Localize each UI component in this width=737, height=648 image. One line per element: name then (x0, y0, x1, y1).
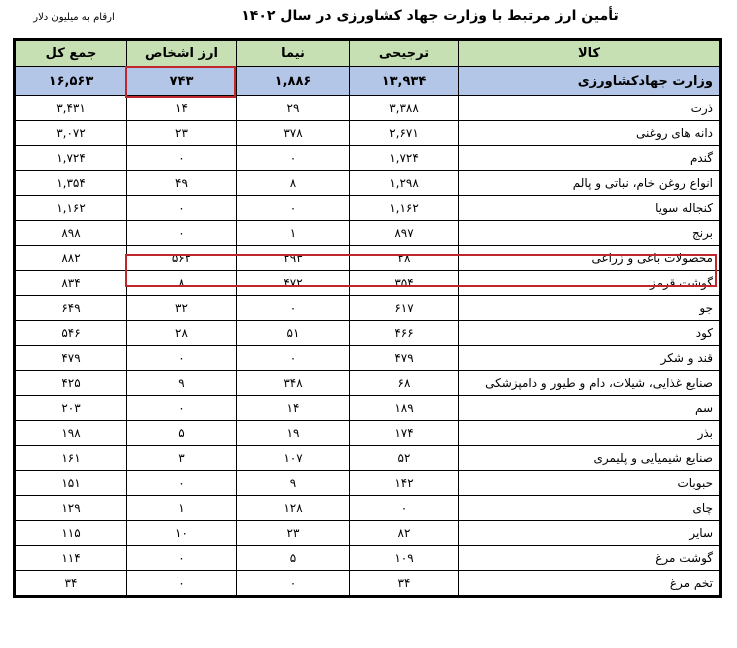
cell-nima: ۱ (237, 221, 350, 246)
summary-total: ۱۶,۵۶۳ (15, 67, 127, 96)
cell-personal: ۱ (127, 496, 237, 521)
cell-personal: ۵۶۲ (127, 246, 237, 271)
table-row (15, 271, 721, 296)
table-row (15, 121, 721, 146)
cell-nima: ۳۷۸ (237, 121, 350, 146)
cell-item: گوشت مرغ (459, 546, 721, 571)
cell-personal: ۰ (127, 196, 237, 221)
cell-item: سم (459, 396, 721, 421)
cell-item: گوشت قرمز (459, 271, 721, 296)
cell-personal: ۱۴ (127, 96, 237, 121)
summary-personal: ۷۴۳ (127, 67, 237, 96)
cell-item: صنایع شیمیایی و پلیمری (459, 446, 721, 471)
cell-total: ۲۰۳ (15, 396, 127, 421)
cell-item: دانه های روغنی (459, 121, 721, 146)
cell-preferential: ۳,۳۸۸ (350, 96, 459, 121)
cell-item: ذرت (459, 96, 721, 121)
cell-preferential: ۴۷۹ (350, 346, 459, 371)
cell-preferential: ۱۴۲ (350, 471, 459, 496)
cell-nima: ۰ (237, 196, 350, 221)
cell-preferential: ۶۸ (350, 371, 459, 396)
cell-preferential: ۴۶۶ (350, 321, 459, 346)
cell-preferential: ۱۰۹ (350, 546, 459, 571)
unit-note: ارقام به میلیون دلار (33, 12, 115, 23)
cell-preferential: ۸۲ (350, 521, 459, 546)
cell-total: ۱۱۴ (15, 546, 127, 571)
table-row (15, 571, 721, 597)
table-row (15, 171, 721, 196)
cell-personal: ۰ (127, 471, 237, 496)
cell-nima: ۰ (237, 146, 350, 171)
cell-nima: ۳۴۸ (237, 371, 350, 396)
cell-total: ۸۹۸ (15, 221, 127, 246)
cell-item: برنج (459, 221, 721, 246)
cell-nima: ۹ (237, 471, 350, 496)
cell-preferential: ۱,۷۲۴ (350, 146, 459, 171)
cell-preferential: ۱,۲۹۸ (350, 171, 459, 196)
cell-total: ۳۴ (15, 571, 127, 597)
table-row (15, 546, 721, 571)
summary-item: وزارت جهادکشاورزی (459, 67, 721, 96)
cell-total: ۱۹۸ (15, 421, 127, 446)
cell-nima: ۲۹۳ (237, 246, 350, 271)
cell-total: ۱,۷۲۴ (15, 146, 127, 171)
cell-preferential: ۶۱۷ (350, 296, 459, 321)
table-row (15, 371, 721, 396)
table-row (15, 346, 721, 371)
cell-item: بذر (459, 421, 721, 446)
table-row (15, 446, 721, 471)
cell-personal: ۳۲ (127, 296, 237, 321)
cell-total: ۱۲۹ (15, 496, 127, 521)
cell-personal: ۰ (127, 546, 237, 571)
cell-preferential: ۳۴ (350, 571, 459, 597)
cell-item: کود (459, 321, 721, 346)
cell-personal: ۵ (127, 421, 237, 446)
table-row (15, 321, 721, 346)
table-row (15, 421, 721, 446)
header-nima: نیما (237, 40, 350, 67)
cell-nima: ۲۹ (237, 96, 350, 121)
cell-total: ۶۴۹ (15, 296, 127, 321)
cell-personal: ۰ (127, 221, 237, 246)
cell-total: ۸۳۴ (15, 271, 127, 296)
cell-total: ۱۶۱ (15, 446, 127, 471)
cell-personal: ۸ (127, 271, 237, 296)
cell-personal: ۳ (127, 446, 237, 471)
cell-nima: ۴۷۲ (237, 271, 350, 296)
cell-preferential: ۲۸ (350, 246, 459, 271)
cell-item: جو (459, 296, 721, 321)
cell-preferential: ۵۲ (350, 446, 459, 471)
cell-item: صنایع غذایی، شیلات، دام و طیور و دامپزشکی (459, 371, 721, 396)
cell-item: کنجاله سویا (459, 196, 721, 221)
cell-total: ۳,۰۷۲ (15, 121, 127, 146)
cell-preferential: ۱,۱۶۲ (350, 196, 459, 221)
cell-preferential: ۸۹۷ (350, 221, 459, 246)
cell-nima: ۰ (237, 346, 350, 371)
cell-nima: ۱۲۸ (237, 496, 350, 521)
table-row (15, 196, 721, 221)
header-item: کالا (459, 40, 721, 67)
cell-preferential: ۳۵۴ (350, 271, 459, 296)
cell-total: ۳,۴۳۱ (15, 96, 127, 121)
cell-nima: ۱۹ (237, 421, 350, 446)
summary-row (15, 67, 721, 96)
cell-total: ۱,۳۵۴ (15, 171, 127, 196)
cell-item: قند و شکر (459, 346, 721, 371)
table-row (15, 96, 721, 121)
header-row (15, 40, 721, 67)
table-row (15, 221, 721, 246)
header-personal: ارز اشخاص (127, 40, 237, 67)
cell-item: انواع روغن خام، نباتی و پالم (459, 171, 721, 196)
page-title: تأمین ارز مرتبط با وزارت جهاد کشاورزی در سال ۱۴۰۲ (241, 8, 619, 24)
cell-item: تخم مرغ (459, 571, 721, 597)
table-row (15, 246, 721, 271)
summary-nima: ۱,۸۸۶ (237, 67, 350, 96)
cell-total: ۱۵۱ (15, 471, 127, 496)
table-row (15, 146, 721, 171)
cell-item: گندم (459, 146, 721, 171)
cell-item: محصولات باغی و زراعی (459, 246, 721, 271)
table-row (15, 296, 721, 321)
cell-personal: ۰ (127, 346, 237, 371)
cell-personal: ۰ (127, 146, 237, 171)
cell-preferential: ۱۷۴ (350, 421, 459, 446)
cell-nima: ۱۰۷ (237, 446, 350, 471)
header-preferential: ترجیحی (350, 40, 459, 67)
cell-nima: ۰ (237, 296, 350, 321)
table-row (15, 396, 721, 421)
cell-nima: ۲۳ (237, 521, 350, 546)
cell-total: ۴۲۵ (15, 371, 127, 396)
cell-nima: ۱۴ (237, 396, 350, 421)
cell-total: ۱۱۵ (15, 521, 127, 546)
table-row (15, 496, 721, 521)
cell-preferential: ۱۸۹ (350, 396, 459, 421)
table-row (15, 521, 721, 546)
cell-nima: ۰ (237, 571, 350, 597)
summary-preferential: ۱۳,۹۳۴ (350, 67, 459, 96)
cell-preferential: ۰ (350, 496, 459, 521)
cell-item: حبوبات (459, 471, 721, 496)
cell-item: سایر (459, 521, 721, 546)
cell-personal: ۱۰ (127, 521, 237, 546)
cell-total: ۱,۱۶۲ (15, 196, 127, 221)
cell-total: ۸۸۲ (15, 246, 127, 271)
cell-preferential: ۲,۶۷۱ (350, 121, 459, 146)
table-row (15, 471, 721, 496)
cell-personal: ۴۹ (127, 171, 237, 196)
currency-allocation-table (13, 38, 722, 598)
header-total: جمع کل (15, 40, 127, 67)
cell-total: ۴۷۹ (15, 346, 127, 371)
cell-total: ۵۴۶ (15, 321, 127, 346)
cell-personal: ۲۳ (127, 121, 237, 146)
cell-nima: ۸ (237, 171, 350, 196)
cell-item: چای (459, 496, 721, 521)
cell-personal: ۲۸ (127, 321, 237, 346)
cell-personal: ۰ (127, 571, 237, 597)
cell-nima: ۵۱ (237, 321, 350, 346)
cell-nima: ۵ (237, 546, 350, 571)
cell-personal: ۰ (127, 396, 237, 421)
cell-personal: ۹ (127, 371, 237, 396)
